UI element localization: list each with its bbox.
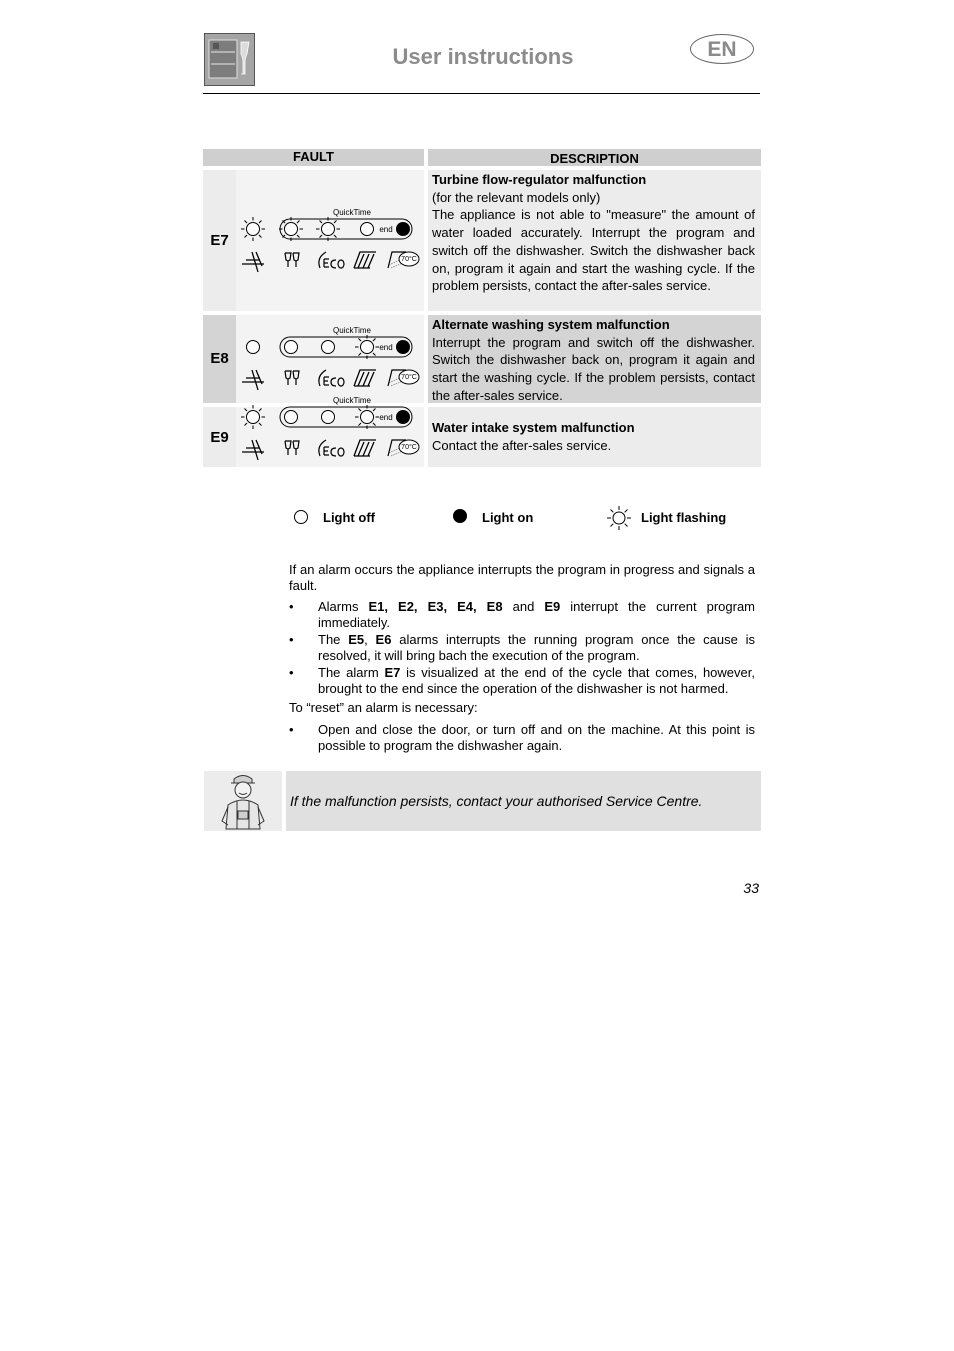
fault-subtitle: (for the relevant models only): [432, 189, 601, 205]
quicktime-light-2: [322, 341, 335, 354]
alarm-intro-paragraph: If an alarm occurs the appliance interrupts the program in progress and signals a fault.: [289, 562, 755, 593]
description-column-header: DESCRIPTION: [428, 149, 761, 166]
bullet-item-alarm-e7: [289, 665, 755, 697]
end-light: [396, 410, 410, 424]
fault-code-label: E9: [210, 429, 229, 446]
reset-intro: To “reset” an alarm is necessary:: [289, 700, 478, 715]
fault-description-e8: [428, 315, 761, 403]
service-centre-notice: If the malfunction persists, contact your authorised Service Centre.: [286, 771, 761, 831]
end-label: end: [379, 413, 393, 422]
quicktime-light-3: [355, 335, 379, 359]
control-panel-icon: [236, 396, 424, 469]
fault-title: Alternate washing system malfunction: [432, 317, 670, 332]
dishwasher-logo-icon: [204, 33, 255, 86]
glasses-icon: [285, 253, 299, 267]
bullet-dot: •: [289, 599, 294, 614]
status-light: [241, 217, 265, 241]
intensive-icon: [354, 370, 376, 386]
legend-light-on: Light on: [482, 510, 534, 525]
end-light: [396, 222, 410, 236]
fault-text: Contact the after-sales service.: [432, 437, 612, 453]
bullet-text: The alarm E7 is visualized at the end of the cycle that comes, however, brought to the end since the operation of the dishwasher is not harmed.: [318, 665, 755, 696]
fault-code-e7: [203, 170, 236, 311]
bullet-item-alarms-immediate: [289, 599, 755, 631]
bullet-text: Open and close the door, or turn off and on the machine. At this point is possible to program the dishwasher again.: [318, 722, 755, 753]
temperature-label: 70°C: [401, 256, 417, 263]
quicktime-light-1: [279, 217, 303, 241]
fault-description-e9: [428, 407, 761, 467]
control-panel-icon: [236, 170, 424, 311]
technician-icon: [204, 771, 282, 831]
fault-code-e8: [203, 315, 236, 403]
fault-column-header: FAULT: [203, 149, 424, 166]
temperature-label: 70°C: [401, 374, 417, 381]
prewash-icon: [242, 252, 264, 272]
end-label: end: [379, 225, 393, 234]
panel-diagram-e9: [236, 396, 424, 467]
light-flashing-icon: [606, 505, 632, 531]
temperature-70-icon: [388, 252, 419, 268]
language-badge: EN: [690, 34, 754, 64]
status-light: [241, 405, 265, 429]
temperature-label: 70°C: [401, 444, 417, 451]
legend-light-flashing: Light flashing: [641, 510, 727, 525]
prewash-icon: [242, 440, 264, 460]
bullet-dot: •: [289, 632, 294, 647]
eco-icon: [319, 440, 344, 456]
temperature-70-icon: [388, 370, 419, 386]
temperature-70-icon: [388, 440, 419, 456]
status-light: [247, 341, 260, 354]
light-off-icon: [293, 509, 309, 525]
quicktime-light-3: [355, 405, 379, 429]
light-on-icon: [452, 508, 468, 524]
end-light: [396, 340, 410, 354]
legend-light-off: Light off: [323, 510, 375, 525]
fault-title: Turbine flow-regulator malfunction: [432, 172, 647, 187]
quicktime-light-2: [322, 411, 335, 424]
bullet-dot: •: [289, 722, 294, 737]
glasses-icon: [285, 371, 299, 385]
bullet-dot: •: [289, 665, 294, 680]
control-panel-icon: [236, 315, 424, 403]
panel-diagram-e8: [236, 315, 424, 403]
fault-title: Water intake system malfunction: [432, 420, 635, 435]
fault-code-e9: [203, 407, 236, 467]
quicktime-label: QuickTime: [333, 326, 371, 335]
intensive-icon: [354, 440, 376, 456]
panel-diagram-e7: [236, 170, 424, 311]
bullet-item-alarms-resolved: [289, 632, 755, 664]
quicktime-light-1: [285, 341, 298, 354]
fault-code-label: E7: [210, 232, 229, 249]
eco-icon: [319, 252, 344, 268]
fault-text: Interrupt the program and switch off the dishwasher. Switch the dishwasher back on, program it again and start the washing cycle. If the problem persists, contact the after-sales service.: [432, 334, 755, 403]
prewash-icon: [242, 370, 264, 390]
end-label: end: [379, 343, 393, 352]
technician-icon-cell: [204, 771, 282, 831]
fault-description-e7: [428, 170, 761, 311]
fault-text: The appliance is not able to "measure" the amount of water loaded accurately. Interrupt the program and switch off the dishwasher. Switch the dishwasher back on, program it again and start the washing cycle. If the problem persists, contact the after-sales service.: [432, 207, 755, 294]
quicktime-label: QuickTime: [333, 208, 371, 217]
fault-code-label: E8: [210, 350, 229, 367]
bullet-text: Alarms E1, E2, E3, E4, E8 and E9 interrupt the current program immediately.: [318, 599, 756, 630]
quicktime-light-2: [316, 217, 340, 241]
eco-icon: [319, 370, 344, 386]
page-number: 33: [743, 880, 759, 896]
bullet-text: The E5, E6 alarms interrupts the running program once the cause is resolved, it will bring bach the execution of the program.: [318, 632, 756, 663]
header-divider: [203, 93, 760, 94]
glasses-icon: [285, 441, 299, 455]
bullet-item-reset: [289, 722, 755, 754]
quicktime-light-3: [361, 223, 374, 236]
page-title: User instructions: [392, 44, 574, 69]
quicktime-light-1: [285, 411, 298, 424]
quicktime-label: QuickTime: [333, 396, 371, 405]
intensive-icon: [354, 252, 376, 268]
